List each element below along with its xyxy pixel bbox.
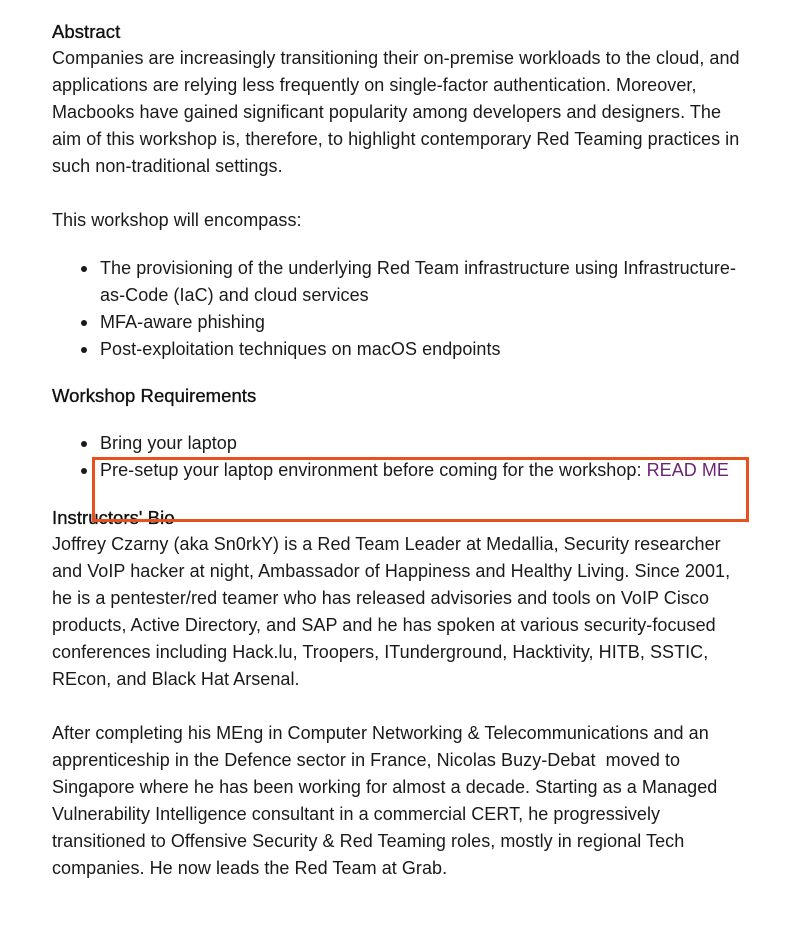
requirements-heading: Workshop Requirements xyxy=(52,385,257,406)
readme-link[interactable]: READ ME xyxy=(646,460,729,480)
abstract-paragraph: Companies are increasingly transitioning their on-premise workloads to the cloud, and applications are relying less frequently on single-factor authentication. Moreover, Macbooks have gained significant popularity among developers and designers. The aim of this workshop is, therefore, to highlight contemporary Red Teaming practices in such non-traditional settings. xyxy=(52,48,740,176)
article-body xyxy=(52,18,752,882)
encompass-intro: This workshop will encompass: xyxy=(52,210,302,230)
readme-text: Pre-setup your laptop environment before coming for the workshop: xyxy=(100,460,647,480)
list-item: Post-exploitation techniques on macOS endpoints xyxy=(100,336,752,363)
highlight-box xyxy=(92,457,749,522)
bio-paragraph-1: Joffrey Czarny (aka Sn0rkY) is a Red Team Leader at Medallia, Security researcher and VoIP hacker at night, Ambassador of Happiness and Healthy Living. Since 2001, he is a pentester/red teamer who has released advisories and tools on VoIP Cisco products, Active Directory, and SAP and he has spoken at various security-focused conferences including Hack.lu, Troopers, ITunderground, Hacktivity, HITB, SSTIC, REcon, and Black Hat Arsenal. xyxy=(52,534,731,689)
list-item: Bring your laptop xyxy=(100,430,752,457)
list-item: MFA-aware phishing xyxy=(100,309,752,336)
spacer xyxy=(52,693,752,720)
list-item: The provisioning of the underlying Red Team infrastructure using Infrastructure-as-Code (IaC) and cloud services xyxy=(100,255,752,309)
encompass-list xyxy=(52,255,752,363)
abstract-heading: Abstract xyxy=(52,21,121,42)
spacer xyxy=(52,180,752,207)
bio-heading: Instructors' Bio xyxy=(52,507,175,528)
bio-paragraph-2: After completing his MEng in Computer Networking & Telecommunications and an apprenticeship in the Defence sector in France, Nicolas Buzy-Debat moved to Singapore where he has been working for almost a decade. Starting as a Managed Vulnerability Intelligence consultant in a commercial CERT, he progressively transitioned to Offensive Security & Red Teaming roles, mostly in regional Tech companies. He now leads the Red Team at Grab. xyxy=(52,723,723,878)
